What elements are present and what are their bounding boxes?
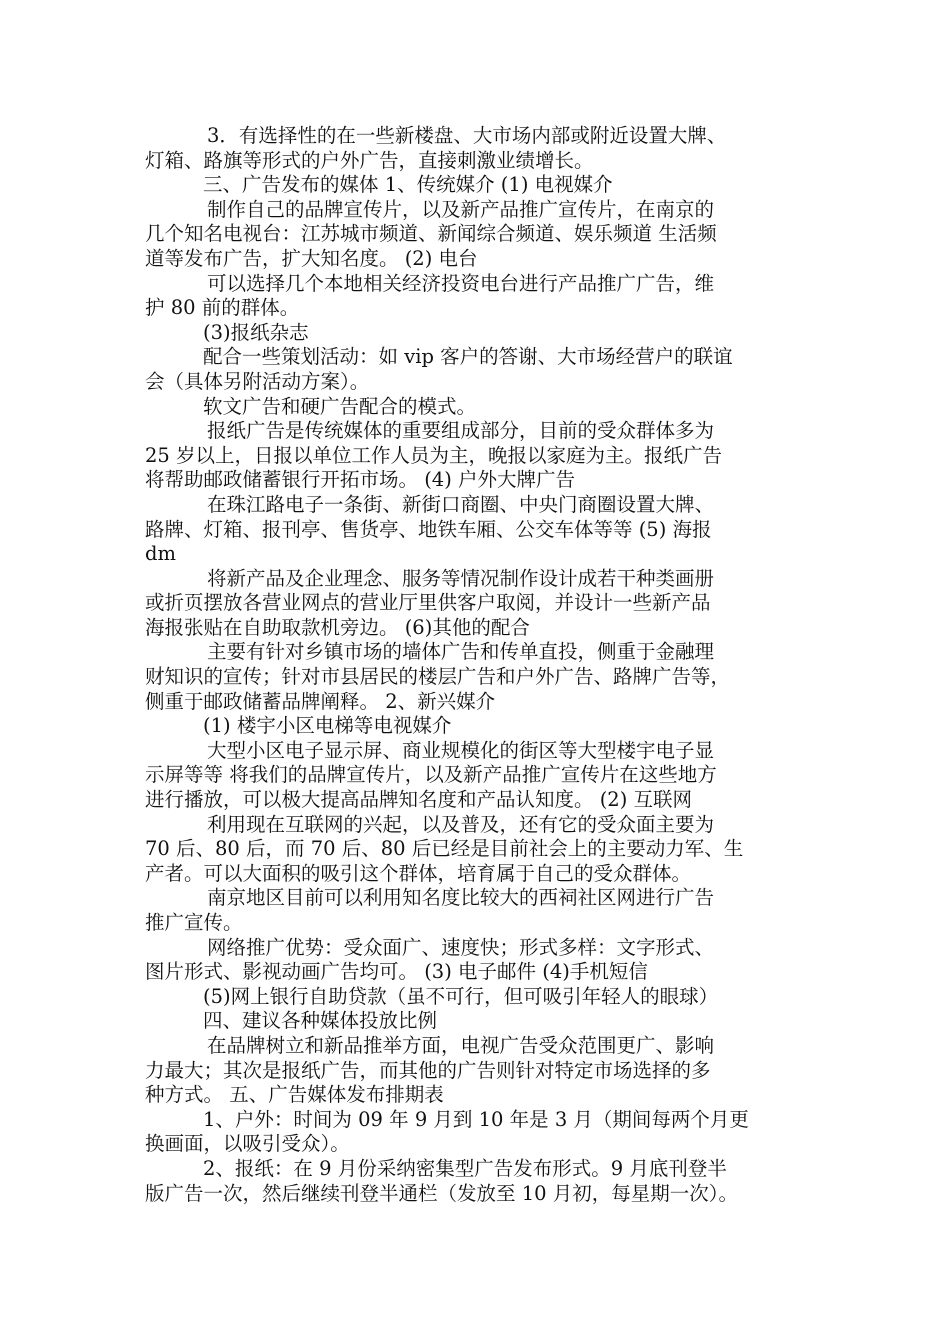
text-line: 道等发布广告，扩大知名度。 (2) 电台 (145, 246, 478, 270)
text-line: 将新产品及企业理念、服务等情况制作设计成若干种类画册 (207, 566, 715, 590)
text-line: 南京地区目前可以利用知名度比较大的西祠社区网进行广告 (207, 886, 715, 910)
text-line: 3．有选择性的在一些新楼盘、大市场内部或附近设置大牌、 (207, 124, 727, 147)
text-line: 配合一些策划活动：如 vip 客户的答谢、大市场经营户的联谊 (203, 345, 733, 369)
text-line: 在品牌树立和新品推举方面，电视广告受众范围更广、影响 (207, 1033, 715, 1057)
text-line: 侧重于邮政储蓄品牌阐释。 2、新兴媒介 (145, 689, 496, 713)
text-line: 网络推广优势：受众面广、速度快；形式多样：文字形式、 (207, 935, 715, 959)
text-line: 或折页摆放各营业网点的营业厅里供客户取阅，并设计一些新产品 (145, 591, 711, 615)
text-line: 利用现在互联网的兴起，以及普及，还有它的受众面主要为 (207, 812, 715, 836)
text-line: 70 后、80 后，而 70 后、80 后已经是目前社会上的主要动力军、生 (145, 837, 744, 861)
text-line: 四、建议各种媒体投放比例 (203, 1009, 438, 1033)
text-line: dm (145, 542, 176, 566)
text-line: 2、报纸：在 9 月份采纳密集型广告发布形式。9 月底刊登半 (203, 1156, 727, 1180)
document-body (145, 124, 825, 1206)
text-line: 大型小区电子显示屏、商业规模化的街区等大型楼宇电子显 (207, 738, 715, 762)
text-line: 护 80 前的群体。 (145, 296, 300, 320)
text-line: 图片形式、影视动画广告均可。 (3) 电子邮件 (4)手机短信 (145, 960, 648, 984)
text-line: 推广宣传。 (145, 911, 243, 934)
text-line: 财知识的宣传；针对市县居民的楼层广告和户外广告、路牌广告等， (145, 665, 731, 689)
text-line: 报纸广告是传统媒体的重要组成部分，目前的受众群体多为 (207, 419, 715, 443)
text-line: 换画面，以吸引受众）。 (145, 1132, 350, 1156)
text-line: 软文广告和硬广告配合的模式。 (203, 394, 477, 418)
text-line: 示屏等等 将我们的品牌宣传片，以及新产品推广宣传片在这些地方 (145, 763, 717, 787)
text-line: 灯箱、路旗等形式的户外广告，直接刺激业绩增长。 (145, 148, 594, 172)
text-line: 会（具体另附活动方案）。 (145, 369, 370, 393)
text-line: 路牌、灯箱、报刊亭、售货亭、地铁车厢、公交车体等等 (5) 海报 (145, 517, 712, 541)
text-line: 几个知名电视台：江苏城市频道、新闻综合频道、娱乐频道 生活频 (145, 222, 717, 246)
text-line: 力最大；其次是报纸广告，而其他的广告则针对特定市场选择的多 (145, 1058, 711, 1082)
text-line: (3)报纸杂志 (203, 320, 309, 344)
text-line: 可以选择几个本地相关经济投资电台进行产品推广广告，维 (207, 271, 715, 295)
text-line: 在珠江路电子一条街、新街口商圈、中央门商圈设置大牌、 (207, 492, 715, 516)
text-line: 产者。可以大面积的吸引这个群体，培育属于自己的受众群体。 (145, 861, 692, 885)
text-line: 三、广告发布的媒体 1、传统媒介 (1) 电视媒介 (203, 173, 613, 197)
text-line: 25 岁以上，日报以单位工作人员为主，晚报以家庭为主。报纸广告 (145, 443, 723, 467)
text-line: 版广告一次，然后继续刊登半通栏（发放至 10 月初，每星期一次）。 (145, 1181, 738, 1205)
text-line: 将帮助邮政储蓄银行开拓市场。 (4) 户外大牌广告 (145, 468, 576, 492)
text-line: (1) 楼宇小区电梯等电视媒介 (203, 714, 452, 738)
text-line: 制作自己的品牌宣传片，以及新产品推广宣传片，在南京的 (207, 197, 715, 221)
text-line: 种方式。 五、广告媒体发布排期表 (145, 1083, 444, 1107)
text-line: 1、户外：时间为 09 年 9 月到 10 年是 3 月（期间每两个月更 (203, 1107, 749, 1131)
text-line: (5)网上银行自助贷款（虽不可行，但可吸引年轻人的眼球） (203, 984, 719, 1008)
text-line: 主要有针对乡镇市场的墙体广告和传单直投，侧重于金融理 (207, 640, 715, 664)
text-line: 进行播放，可以极大提高品牌知名度和产品认知度。 (2) 互联网 (145, 788, 693, 812)
text-line: 海报张贴在自助取款机旁边。 (6)其他的配合 (145, 615, 530, 639)
